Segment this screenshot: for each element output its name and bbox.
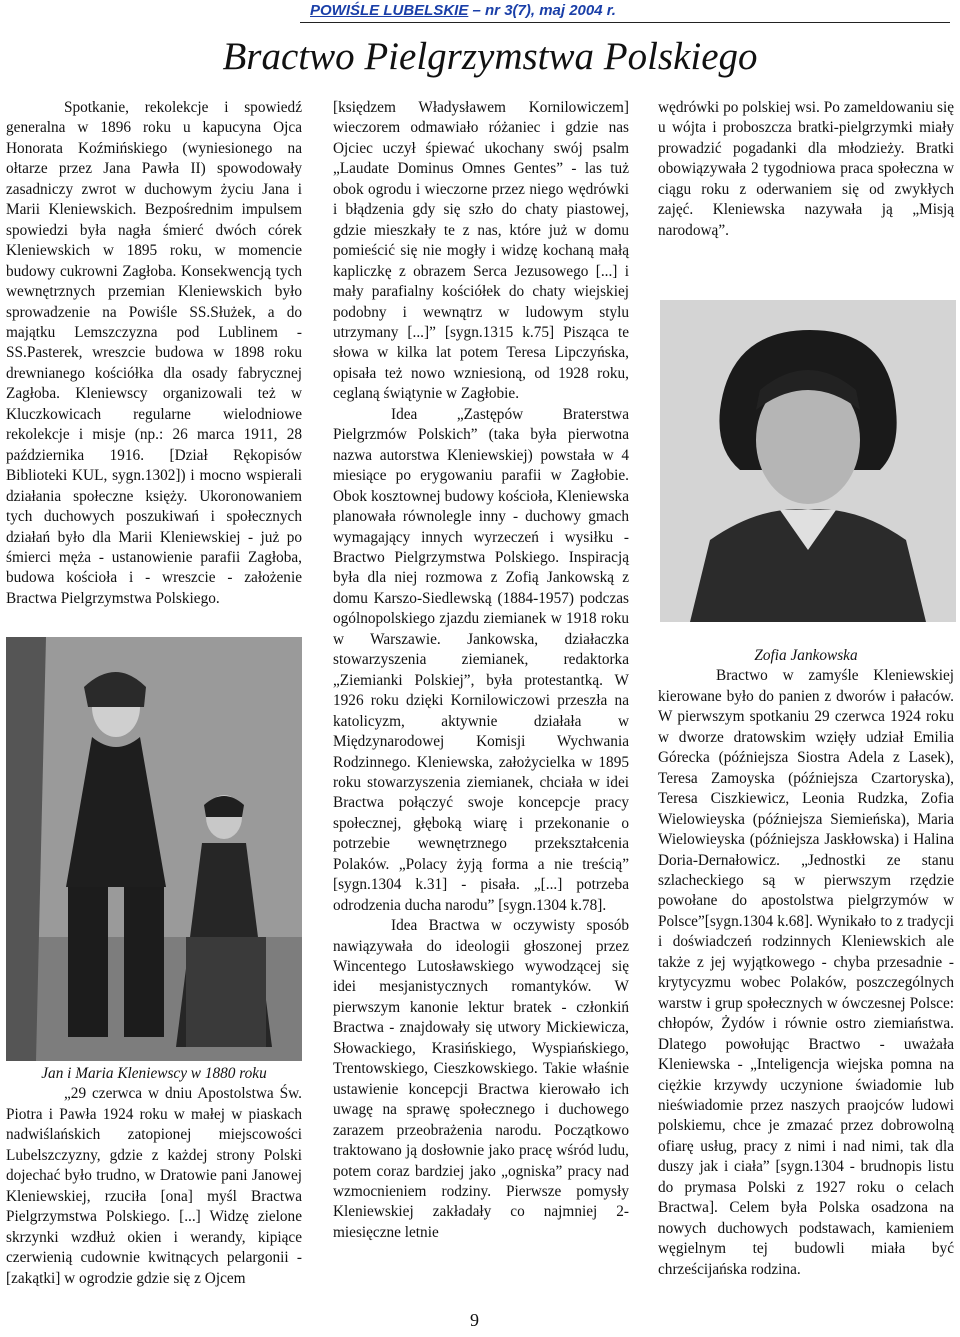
magazine-name: POWIŚLE LUBELSKIE bbox=[310, 2, 469, 19]
photo-jankowska bbox=[660, 300, 956, 622]
paragraph: Idea Bractwa w oczywisty sposób nawiązywała do ideologii głoszonej przez Wincentego Lutosławskiego wywodzącej się idei mesjanistycznych romantyków. W pierwszym kanonie lektur bratek - członkiń Bractwa - znajdowały się utwory Mickiewicza, Słowackiego, Krasińskiego, Wyspiańskiego, Trentowskiego, Cieszkowskiego. Takie właśnie ustawienie koncepcji Bractwa kierowało ich uwagę na sprawę społecznego i duchowego zarazem przeobrażenia narodu. Początkowo traktowano ją dosłownie jako pracę wśród ludu, potem coraz bardziej jako „ogniska” pracy nad wzmocnieniem rodziny. Pierwsze pomysły Kleniewskiej zakładały co najmniej 2-miesięczne letnie bbox=[333, 917, 629, 1241]
photo-caption: Zofia Jankowska bbox=[754, 647, 858, 664]
photo-caption: Jan i Maria Kleniewscy w 1880 roku bbox=[41, 1065, 267, 1082]
paragraph: Idea „Zastępów Braterstwa Pielgrzmów Polskich” (taka była pierwotna nazwa autorstwa Kleniewskiej) powstała w 4 miesiące po erygowaniu parafii w Zagłobie. Obok kosztownej budowy kościoła, Kleniewska planowała równolegle inny - duchowy gmach wymagający innych wyrzeczeń i wysiłku - Bractwo Pielgrzymstwa Polskiego. Inspiracją była dla niej rozmowa z Zofią Jankowską z domu Karszo-Siedlewską (1884-1957) podczas ogólnopolskiego zjazdu ziemianek w 1918 roku w Warszawie. Jankowska, działaczka stowarzyszenia ziemianek, redaktorka „Ziemianki Polskiej”, była protestantką. W 1926 roku dzięki Kornilowiczowi przeszła na katolicyzm, aktywnie działała w Międzynarodowej Komisji Wychwania Rodzinnego. Kleniewska, założycielka w 1895 roku stowarzyszenia ziemianek, chciała w idei Bractwa połączyć swoje koncepcje pracy społecznej, głęboką wiarę i przekonanie o potrzebie wewnętrznego przekształcenia Polaków. „Polacy żyją forma a nie treścią” [sygn.1304 k.31] - pisała. „[...] potrzeba odrodzenia ducha narodu” [sygn.1304 k.78]. bbox=[333, 405, 629, 914]
paragraph: wędrówki po polskiej wsi. Po zameldowaniu się u wójta i proboszcza bratki-pielgrzymki miały prowadzić pogadanki dla młodzieży. Bratki obowiązywała 2 tygodniowa praca społeczna w ciągu roku z oderwaniem się od zwykłych zajęć. Kleniewska nazywała ją „Misją narodową”. bbox=[658, 99, 954, 239]
column-3-bottom bbox=[658, 646, 954, 1280]
paragraph: [księdzem Władysławem Kornilowiczem] wieczorem odmawiało różaniec i gdzie nas Ojciec uczył śpiewać ukochany swój psalm „Laudate Dominus Omnes Gentes” - las tuż obok ogrodu i wieczorne przez niego wędrówki i błądzenia gdy się szło do chaty piastowej, gdzie mieszkały te z nas, które już w domu pomieścić się nie mogły i widzę kochaną małą kapliczkę z obrazem Serca Jezusowego [...] i mały parafialny kościółek do chaty wiejskiej podobny i wewnątrz w ludowym stylu utrzymany [...]” [sygn.1315 k.75] Pisząca te słowa w kilka lat potem Teresa Lipczyńska, opisała też nowo wzniesioną, od 1928 roku, ceglaną świątynie w Zagłobie. bbox=[333, 99, 629, 403]
page-number: 9 bbox=[470, 1310, 479, 1330]
column-1-bottom bbox=[6, 1064, 302, 1289]
header-text bbox=[310, 2, 616, 19]
column-3 bbox=[658, 98, 954, 241]
photo-kleniewscy bbox=[6, 637, 302, 1061]
column-2 bbox=[333, 98, 629, 1243]
page-header bbox=[300, 2, 950, 23]
paragraph: Bractwo w zamyśle Kleniewskiej kierowane było do panien z dworów i pałaców. W pierwszym spotkaniu 29 czerwca 1924 roku w dworze dratowskim wzięły udział Emilia Górecka (późniejsza Siostra Adela z Lasek), Teresa Zamoyska (późniejsza Czartoryska), Teresa Ciszkiewicz, Leonia Rudzka, Zofia Wielowieyska (późniejsza Siemieńska), Maria Wielowieyska (późniejsza Jaskłowska) i Halina Doria-Dernałowicz. „Jednostki ze stanu szlacheckiego są w pierwszym rzędzie powołane do apostolstwa pielgrzymów w Polsce”[sygn.1304 k.68]. Wynikało to z tradycji i doświadczeń rodzinnych Kleniewskich ale także z jej wyjątkowego - chyba przesadnie - krytycyzmu wobec Polaków, poszczególnych warstw i grup społecznych w ówczesnej Polsce: chłopów, Żydów i równie ostro ziemiaństwa. Dlatego powołując Bractwo - uważała Kleniewska - „Inteligencja wiejska pomna na ciężkie krzywdy uczynione świadomie lub nieświadomie przez naszych praojców ludowi polskiemu, chce je zmazać przez dobrowolną ofiarę usług, pracy z nimi i nad nimi, tak dla duszy jak i ciała” [sygn.1304 - brudnopis listu do prymasa Polski z 1927 roku o celach Bractwa]. Celem była Polska osadzona na nowych duchowych podstawach, kamieniem węgielnym tej budowli miała być chrześcijańska rodzina. bbox=[658, 667, 954, 1278]
paragraph: „29 czerwca w dniu Apostolstwa Św. Piotra i Pawła 1924 roku w małej w piaskach nadwiślańskich zatopionej miejscowości Lubelszczyzny, gdzie z każdej strony Polski dojechać było trudno, w Dratowie pani Janowej Kleniewskiej, rzuciła [ona] myśl Bractwa Pielgrzymstwa Polskiego. [...] Widzę zielone skrzynki wzdłuż okien i werandy, kipiące czerwienią cudownie kwitnących pelargonii - [zakątki] w ogrodzie gdzie się z Ojcem bbox=[6, 1085, 302, 1287]
paragraph: Spotkanie, rekolekcje i spowiedź generalna w 1896 roku u kapucyna Ojca Honorata Koźmińskiego (wyniesionego na ołtarze przez Jana Pawła II) spowodowały zasadniczy zwrot w duchowym życiu Jana i Marii Kleniewskich. Bezpośrednim impulsem spowiedzi była nagła śmierć dwóch córek Kleniewskich w 1895 roku, w momencie budowy cukrowni Zagłoba. Konsekwencją tych wewnętrznych przemian Kleniewskich było sprowadzenie na Powiśle SS.Służek, a do majątku Lemszczyzna pod Lublinem - SS.Pasterek, wreszcie budowa w 1898 roku drewnianego kościółka dla osady fabrycznej Zagłoba. Kleniewscy organizowali też w Kluczkowicach regularne wielodniowe rekolekcje i misje (np.: 26 marca 1911, 28 października 1916. [Dział Rękopisów Biblioteki KUL, sygn.1302]) i mocno wspierali działania społeczne księży. Ukoronowaniem tych duchowych poszukiwań i społecznych działań było dla Marii Kleniewskiej - już po śmierci męża - ustanowienie parafii Zagłoba, budowa kościoła i - wreszcie - założenie Bractwa Pielgrzymstwa Polskiego. bbox=[6, 99, 302, 607]
portrait-illustration bbox=[660, 300, 956, 622]
photo-illustration bbox=[6, 637, 302, 1061]
issue-info: – nr 3(7), maj 2004 r. bbox=[468, 2, 616, 19]
column-1 bbox=[6, 98, 302, 609]
article-title: Bractwo Pielgrzymstwa Polskiego bbox=[222, 35, 758, 78]
